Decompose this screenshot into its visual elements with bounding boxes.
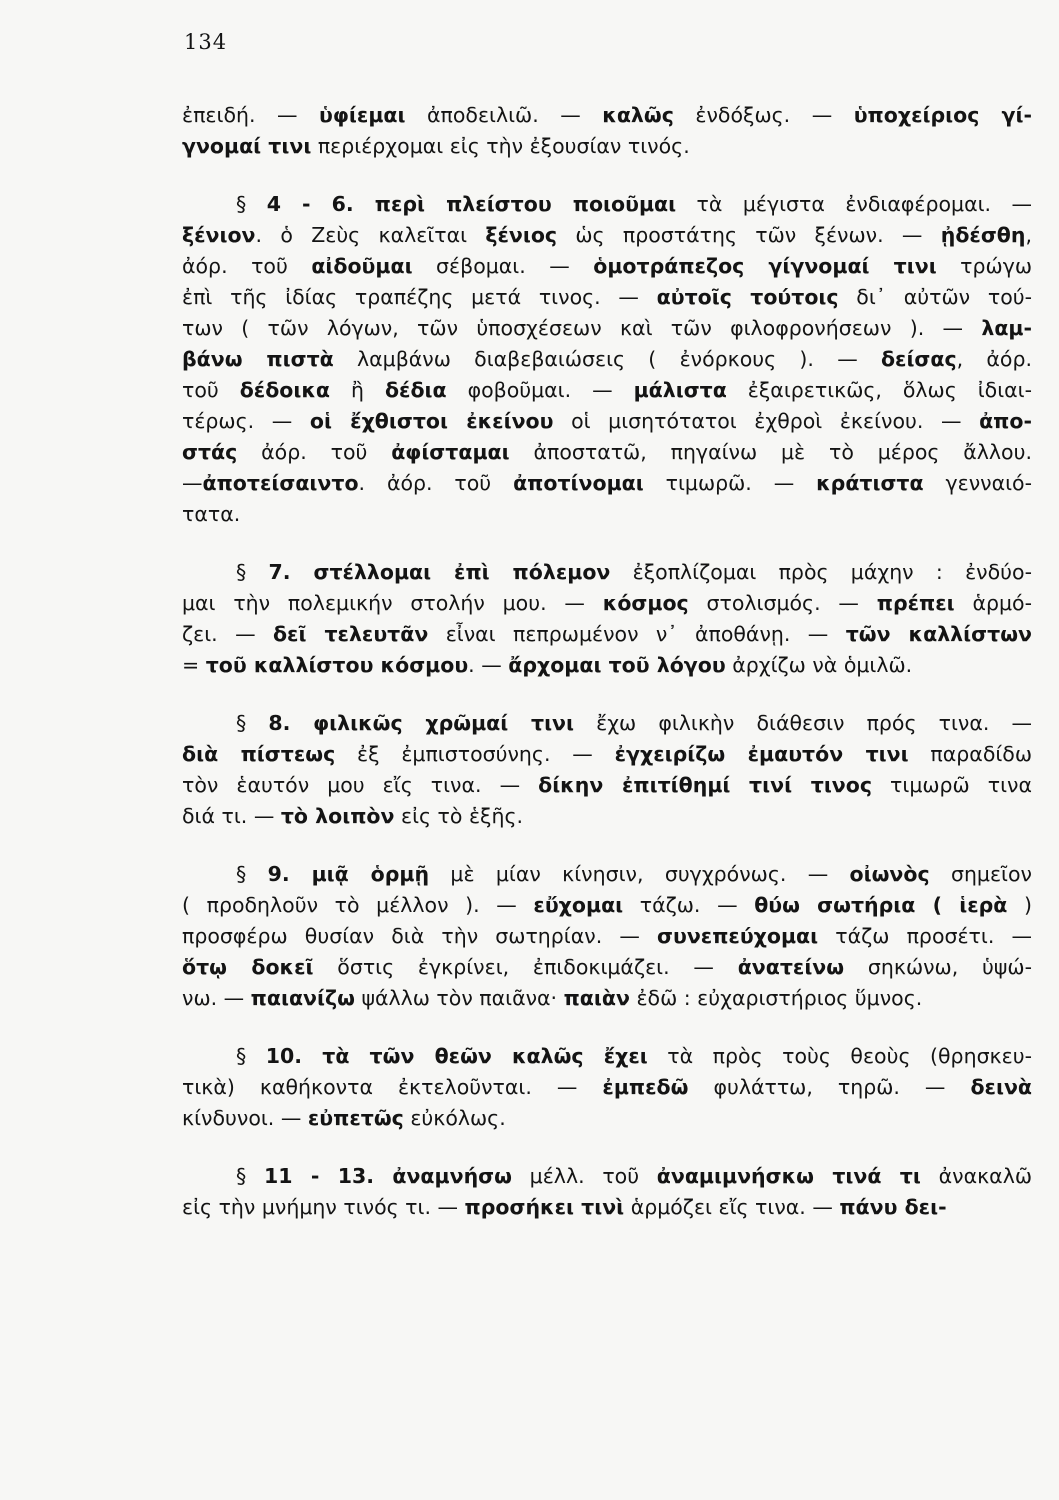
gloss-text: μέλλ. τοῦ xyxy=(511,1164,657,1188)
headword: ἐγχειρίζω ἐμαυτόν τινι xyxy=(614,742,909,766)
headword: ἐμπεδῶ xyxy=(602,1075,689,1099)
text-line xyxy=(182,1192,1032,1223)
headword: ᾐδέσθη xyxy=(940,223,1026,247)
headword: δεῖ τελευτᾶν xyxy=(272,622,429,646)
gloss-text: ἐπὶ τῆς ἰδίας τραπέζης μετά τινος. — xyxy=(182,285,657,309)
gloss-text: λαμβάνω διαβεβαιώσεις ( ἐνόρκους ). — xyxy=(333,347,881,371)
gloss-text: δι᾽ αὐτῶν τού- xyxy=(838,285,1032,309)
headword: δίκην ἐπιτίθημί τινί τινος xyxy=(538,773,873,797)
gloss-text: = xyxy=(182,653,206,677)
headword: ἀναμιμνήσκω τινά τι xyxy=(656,1164,921,1188)
gloss-text: σηκώνω, ὑψώ- xyxy=(844,955,1032,979)
gloss-text: ἔχω φιλικὴν διάθεσιν πρός τινα. — xyxy=(574,711,1032,735)
gloss-text: ἀόρ. τοῦ xyxy=(237,440,392,464)
headword: ἀφίσταμαι xyxy=(391,440,510,464)
gloss-text: , ἀόρ. xyxy=(956,347,1032,371)
headword: ξένιον xyxy=(182,223,256,247)
headword: 11 - 13. ἀναμνήσω xyxy=(263,1164,512,1188)
headword: πάνυ δει- xyxy=(839,1195,947,1219)
headword: αὐτοῖς τούτοις xyxy=(656,285,839,309)
headword: εὐπετῶς xyxy=(307,1106,404,1130)
text-line xyxy=(182,801,1032,832)
gloss-text: τιμωρῶ τινα xyxy=(872,773,1032,797)
headword: οἱ ἔχθιστοι ἐκείνου xyxy=(309,409,554,433)
gloss-text: ἁρμόζει εἴς τινα. — xyxy=(624,1195,840,1219)
headword: λαμ- xyxy=(981,316,1032,340)
headword: ἀπο- xyxy=(979,409,1032,433)
headword: στάς xyxy=(182,440,238,464)
headword: ἀνατείνω xyxy=(737,955,845,979)
gloss-text: τοῦ xyxy=(182,378,240,402)
gloss-text: ἀποδειλιῶ. — xyxy=(405,103,603,127)
gloss-text: σέβομαι. — xyxy=(412,254,594,278)
text-line xyxy=(182,619,1032,650)
gloss-text: . ὁ Ζεὺς καλεῖται xyxy=(255,223,486,247)
gloss-text: σημεῖον xyxy=(929,862,1032,886)
gloss-text: περιέρχομαι εἰς τὴν ἐξουσίαν τινός. xyxy=(311,134,690,158)
gloss-text: παραδίδω xyxy=(908,742,1033,766)
gloss-text: προσφέρω θυσίαν διὰ τὴν σωτηρίαν. — xyxy=(182,924,658,948)
gloss-text: τὰ πρὸς τοὺς θεοὺς (θρησκευ- xyxy=(647,1044,1032,1068)
gloss-text: τρώγω xyxy=(936,254,1032,278)
gloss-text: ἀρχίζω νὰ ὁμιλῶ. xyxy=(725,653,913,677)
headword: 10. τὰ τῶν θεῶν καλῶς ἔχει xyxy=(265,1044,648,1068)
headword: προσήκει τινὶ xyxy=(464,1195,625,1219)
paragraph xyxy=(182,708,1032,832)
gloss-text: εἰς τὴν μνήμην τινός τι. — xyxy=(182,1195,465,1219)
gloss-text: τάζω. — xyxy=(623,893,755,917)
gloss-text: ἐδῶ : εὐχαριστήριος ὕμνος. xyxy=(629,986,923,1010)
headword: μάλιστα xyxy=(633,378,727,402)
gloss-text: ἀποστατῶ, πηγαίνω μὲ τὸ μέρος ἄλλου. xyxy=(509,440,1032,464)
headword: ὅτῳ δοκεῖ xyxy=(182,955,314,979)
headword: συνεπεύχομαι xyxy=(657,924,819,948)
headword: ἀποτείσαιντο xyxy=(202,471,359,495)
glossary-text xyxy=(182,100,1032,1223)
headword: τὸ λοιπὸν xyxy=(280,804,395,828)
gloss-text: τὰ μέγιστα ἐνδιαφέρομαι. — xyxy=(676,192,1032,216)
gloss-text: ἀνακαλῶ xyxy=(920,1164,1032,1188)
text-line xyxy=(182,921,1032,952)
page-number: 134 xyxy=(184,30,228,54)
headword: εὔχομαι xyxy=(533,893,624,917)
text-line xyxy=(182,468,1032,499)
text-line xyxy=(182,499,1032,530)
gloss-text: οἱ μισητότατοι ἐχθροὶ ἐκείνου. — xyxy=(553,409,980,433)
gloss-text: , xyxy=(1025,223,1032,247)
text-line xyxy=(182,859,1032,890)
headword: 9. μιᾷ ὁρμῇ xyxy=(267,862,430,886)
gloss-text: ζει. — xyxy=(182,622,273,646)
gloss-text: § xyxy=(236,711,269,735)
gloss-text: § xyxy=(236,1164,264,1188)
headword: 7. στέλλομαι ἐπὶ πόλεμον xyxy=(268,560,611,584)
gloss-text: εὐκόλως. xyxy=(403,1106,506,1130)
headword: ἄρχομαι τοῦ λόγου xyxy=(508,653,726,677)
gloss-text: ἐξαιρετικῶς, ὅλως ἰδιαι- xyxy=(726,378,1032,402)
text-line xyxy=(182,344,1032,375)
gloss-text: ψάλλω τὸν παιᾶνα· xyxy=(354,986,564,1010)
gloss-text: ἢ xyxy=(330,378,385,402)
gloss-text: ἁρμό- xyxy=(954,591,1032,615)
paragraph xyxy=(182,1041,1032,1134)
gloss-text: ὅστις ἐγκρίνει, ἐπιδοκιμάζει. — xyxy=(313,955,738,979)
text-line xyxy=(182,952,1032,983)
gloss-text: φυλάττω, τηρῶ. — xyxy=(688,1075,971,1099)
headword: ὑφίεμαι xyxy=(319,103,406,127)
gloss-text: τέρως. — xyxy=(182,409,310,433)
gloss-text: ) xyxy=(1007,893,1033,917)
headword: καλῶς xyxy=(602,103,674,127)
gloss-text: τατα. xyxy=(182,502,241,526)
gloss-text: διά τι. — xyxy=(182,804,281,828)
headword: παιὰν xyxy=(563,986,630,1010)
headword: ὁμοτράπεζος γίγνομαί τινι xyxy=(593,254,937,278)
headword: παιανίζω xyxy=(250,986,355,1010)
headword: τῶν καλλίστων xyxy=(845,622,1032,646)
paragraph xyxy=(182,1161,1032,1223)
headword: ὑποχείριος γί- xyxy=(853,103,1032,127)
gloss-text: ἐξ ἐμπιστοσύνης. — xyxy=(335,742,615,766)
headword: γνομαί τινι xyxy=(182,134,312,158)
gloss-text: § xyxy=(236,862,268,886)
gloss-text: νω. — xyxy=(182,986,251,1010)
text-line xyxy=(182,437,1032,468)
gloss-text: των ( τῶν λόγων, τῶν ὑποσχέσεων καὶ τῶν φιλοφρονήσεων ). — xyxy=(182,316,982,340)
gloss-text: ἐπειδή. — xyxy=(182,103,320,127)
paragraph xyxy=(182,557,1032,681)
gloss-text: — xyxy=(182,471,203,495)
headword: δείσας xyxy=(880,347,957,371)
gloss-text: . — xyxy=(468,653,509,677)
headword: βάνω πιστὰ xyxy=(182,347,334,371)
gloss-text: τικὰ) καθήκοντα ἐκτελοῦνται. — xyxy=(182,1075,603,1099)
headword: 4 - 6. περὶ πλείστου ποιοῦμαι xyxy=(266,192,677,216)
text-line xyxy=(182,406,1032,437)
text-line xyxy=(182,375,1032,406)
gloss-text: τὸν ἑαυτόν μου εἴς τινα. — xyxy=(182,773,539,797)
text-line xyxy=(182,770,1032,801)
text-line xyxy=(182,739,1032,770)
headword: δεινὰ xyxy=(970,1075,1032,1099)
paragraph xyxy=(182,189,1032,530)
headword: τοῦ καλλίστου κόσμου xyxy=(205,653,469,677)
headword: διὰ πίστεως xyxy=(182,742,336,766)
headword: οἰωνὸς xyxy=(849,862,930,886)
gloss-text: μὲ μίαν κίνησιν, συγχρόνως. — xyxy=(429,862,850,886)
gloss-text: § xyxy=(236,192,267,216)
text-line xyxy=(182,890,1032,921)
text-line xyxy=(182,1041,1032,1072)
gloss-text: . ἀόρ. τοῦ xyxy=(358,471,514,495)
gloss-text: μαι τὴν πολεμικήν στολήν μου. — xyxy=(182,591,603,615)
gloss-text: εἰς τὸ ἑξῆς. xyxy=(394,804,524,828)
gloss-text: ἀόρ. τοῦ xyxy=(182,254,312,278)
gloss-text: στολισμός. — xyxy=(688,591,877,615)
text-line xyxy=(182,131,1032,162)
gloss-text: ἐξοπλίζομαι πρὸς μάχην : ἐνδύο- xyxy=(610,560,1032,584)
text-line xyxy=(182,1161,1032,1192)
headword: δέδοικα xyxy=(239,378,331,402)
text-line xyxy=(182,100,1032,131)
gloss-text: τάζω προσέτι. — xyxy=(818,924,1032,948)
text-line xyxy=(182,189,1032,220)
gloss-text: ( προδηλοῦν τὸ μέλλον ). — xyxy=(182,893,534,917)
gloss-text: § xyxy=(236,560,269,584)
text-line xyxy=(182,708,1032,739)
text-line xyxy=(182,557,1032,588)
text-line xyxy=(182,220,1032,251)
headword: κράτιστα xyxy=(816,471,924,495)
headword: θύω σωτήρια ( ἱερὰ xyxy=(754,893,1008,917)
gloss-text: τιμωρῶ. — xyxy=(643,471,817,495)
gloss-text: κίνδυνοι. — xyxy=(182,1106,308,1130)
headword: κόσμος xyxy=(602,591,689,615)
text-line xyxy=(182,313,1032,344)
text-line xyxy=(182,282,1032,313)
text-line xyxy=(182,1072,1032,1103)
gloss-text: γενναιό- xyxy=(923,471,1032,495)
text-line xyxy=(182,588,1032,619)
headword: δέδια xyxy=(384,378,447,402)
text-line xyxy=(182,251,1032,282)
headword: ἀποτίνομαι xyxy=(513,471,644,495)
gloss-text: § xyxy=(236,1044,266,1068)
paragraph xyxy=(182,100,1032,162)
paragraph xyxy=(182,859,1032,1014)
gloss-text: ὡς προστάτης τῶν ξένων. — xyxy=(557,223,941,247)
headword: αἰδοῦμαι xyxy=(311,254,413,278)
gloss-text: φοβοῦμαι. — xyxy=(446,378,634,402)
text-line xyxy=(182,983,1032,1014)
text-line xyxy=(182,1103,1032,1134)
gloss-text: ἐνδόξως. — xyxy=(673,103,854,127)
text-line xyxy=(182,650,1032,681)
headword: ξένιος xyxy=(485,223,558,247)
headword: πρέπει xyxy=(876,591,955,615)
headword: 8. φιλικῶς χρῶμαί τινι xyxy=(268,711,575,735)
gloss-text: εἶναι πεπρωμένον ν᾽ ἀποθάνῃ. — xyxy=(428,622,846,646)
